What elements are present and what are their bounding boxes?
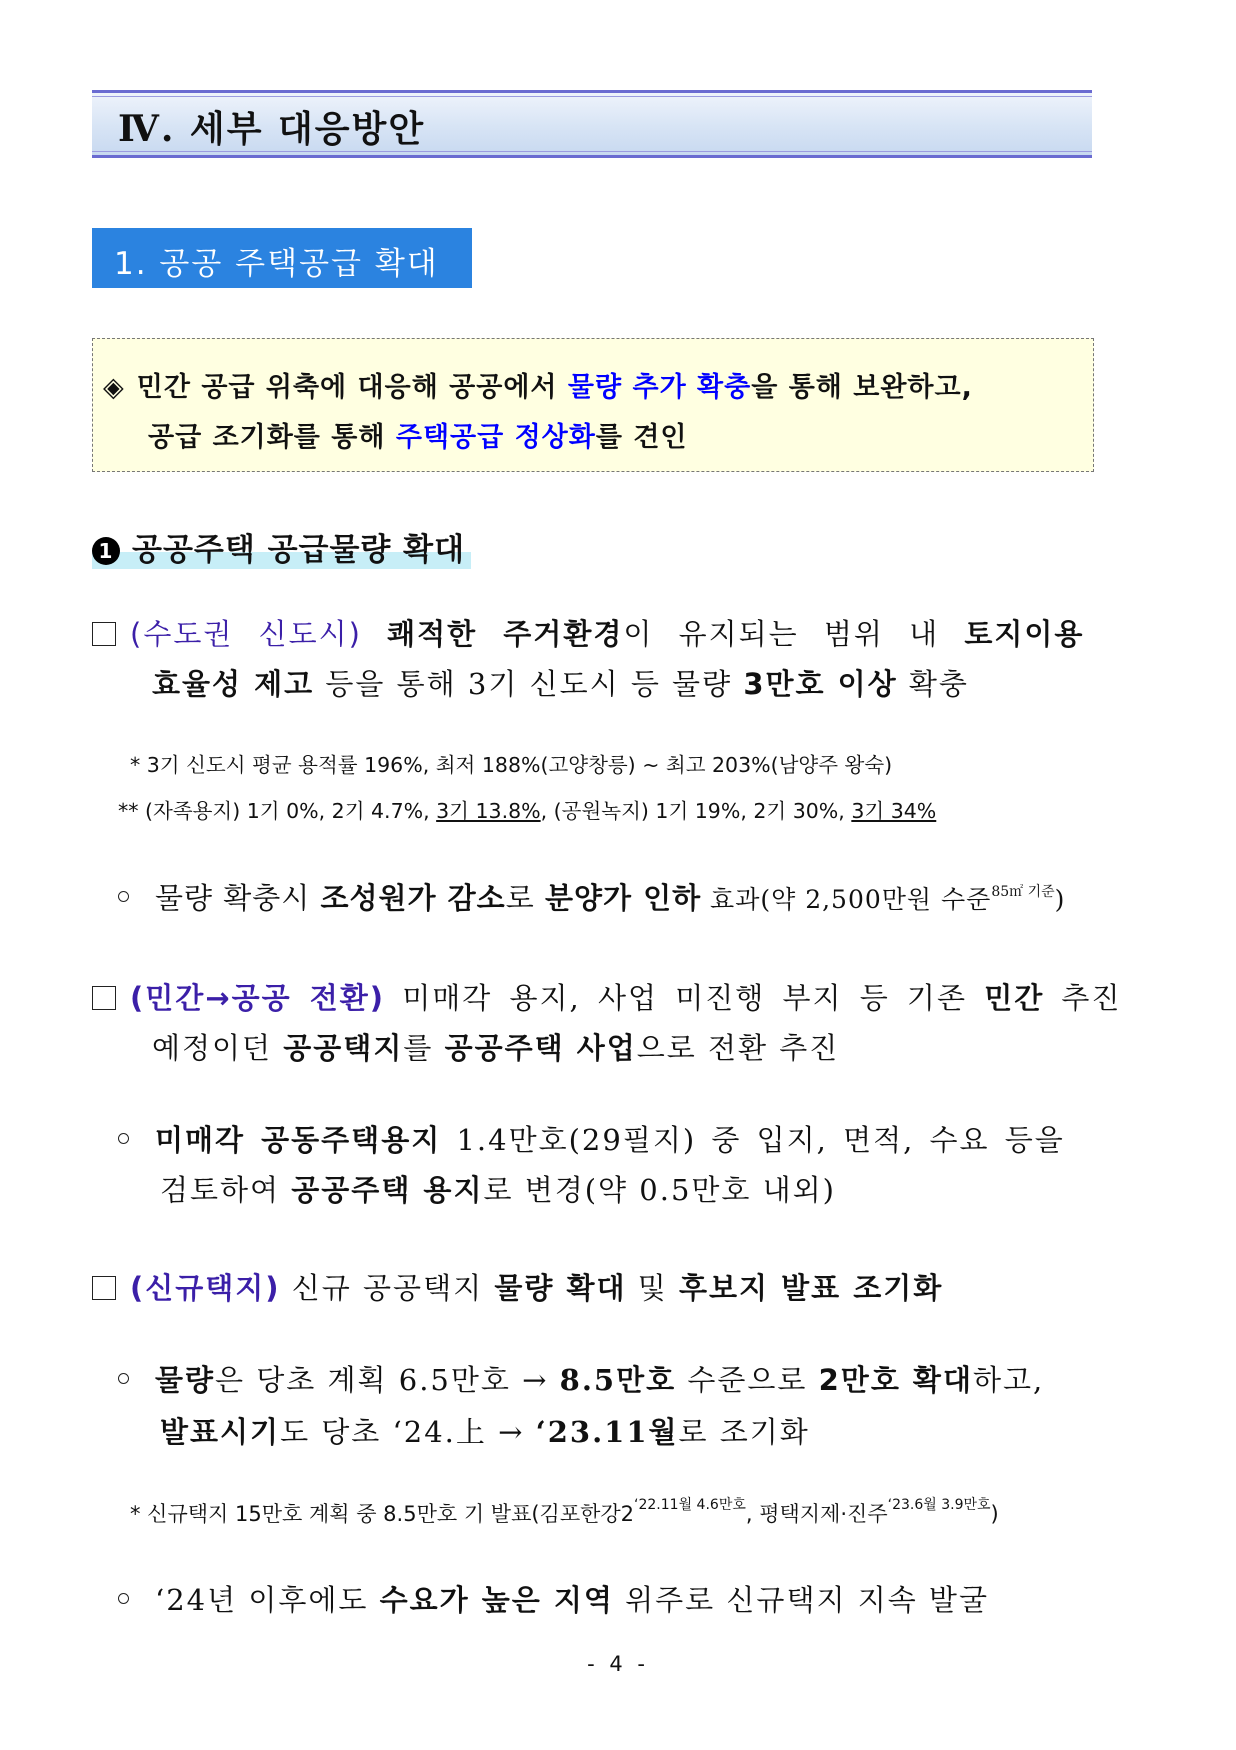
item1-tag: (수도권 신도시) [130, 617, 362, 651]
item3-tag: (신규택지) [130, 1271, 281, 1305]
section-title: 1. 공공 주택공급 확대 [114, 246, 439, 282]
item3-line1: (신규택지) 신규 공공택지 물량 확대 및 후보지 발표 조기화 [92, 1266, 943, 1307]
item3-sub-line3: ‘24년 이후에도 수요가 높은 지역 위주로 신규택지 지속 발굴 [118, 1578, 989, 1619]
checkbox-square-icon [92, 1276, 116, 1300]
summary-box [92, 338, 1094, 472]
chapter-header [92, 90, 1092, 158]
item1-note1: * 3기 신도시 평균 용적률 196%, 최저 188%(고양창릉) ~ 최고 203%(남양주 왕숙) [130, 753, 893, 777]
item2-sub-line2: 검토하여 공공주택 용지로 변경(약 0.5만호 내외) [160, 1173, 836, 1207]
item1-line2: 효율성 제고 등을 통해 3기 신도시 등 물량 3만호 이상 확충 [152, 667, 969, 701]
summary-highlight-1: 물량 추가 확충 [567, 372, 752, 403]
section-header [92, 228, 472, 288]
chapter-title: Ⅳ. 세부 대응방안 [118, 108, 426, 150]
item3-sub-line2: 발표시기도 당초 ‘24.上 → ‘23.11월로 조기화 [160, 1415, 810, 1449]
diamond-bullet-icon: ◈ [103, 372, 125, 403]
item2-tag: (민간→공공 전환) [130, 981, 385, 1015]
subheading-title: 공공주택 공급물량 확대 [132, 532, 466, 568]
item1-line1: (수도권 신도시) 쾌적한 주거환경이 유지되는 범위 내 토지이용 [92, 612, 1084, 653]
page-number: - 4 - [587, 1652, 649, 1676]
circle-bullet-icon [118, 1593, 129, 1604]
item1-sub: 물량 확충시 조성원가 감소로 분양가 인하 효과(약 2,500만원 수준$^{85㎡ 기준}$) [118, 876, 1065, 917]
item2-line1: (민간→공공 전환) 미매각 용지, 사업 미진행 부지 등 기존 민간 추진 [92, 976, 1121, 1017]
circle-bullet-icon [118, 1373, 129, 1384]
summary-line-2: 공급 조기화를 통해 주택공급 정상화를 견인 [148, 422, 688, 453]
item3-note: * 신규택지 15만호 계획 중 8.5만호 기 발표(김포한강$2^{‘22.11월 4.6만호}$, 평택지제·진주$^{‘23.6월 3.9만호}$) [130, 1497, 999, 1526]
circle-bullet-icon [118, 891, 129, 902]
checkbox-square-icon [92, 622, 116, 646]
number-circle-icon: 1 [92, 537, 120, 565]
summary-line-1: ◈ 민간 공급 위축에 대응해 공공에서 물량 추가 확충을 통해 보완하고, [103, 372, 973, 403]
item2-line2: 예정이던 공공택지를 공공주택 사업으로 전환 추진 [152, 1031, 840, 1065]
subheading [92, 524, 471, 569]
item3-sub-line1: 물량은 당초 계획 6.5만호 → 8.5만호 수준으로 2만호 확대하고, [118, 1358, 1044, 1399]
item1-note2: ** (자족용지) 1기 0%, 2기 4.7%, 3기 13.8%, (공원녹지) 1기 19%, 2기 30%, 3기 34% [118, 799, 937, 823]
circle-bullet-icon [118, 1133, 129, 1144]
item2-sub-line1: 미매각 공동주택용지 1.4만호(29필지) 중 입지, 면적, 수요 등을 [118, 1118, 1065, 1159]
checkbox-square-icon [92, 986, 116, 1010]
summary-highlight-2: 주택공급 정상화 [395, 422, 596, 453]
